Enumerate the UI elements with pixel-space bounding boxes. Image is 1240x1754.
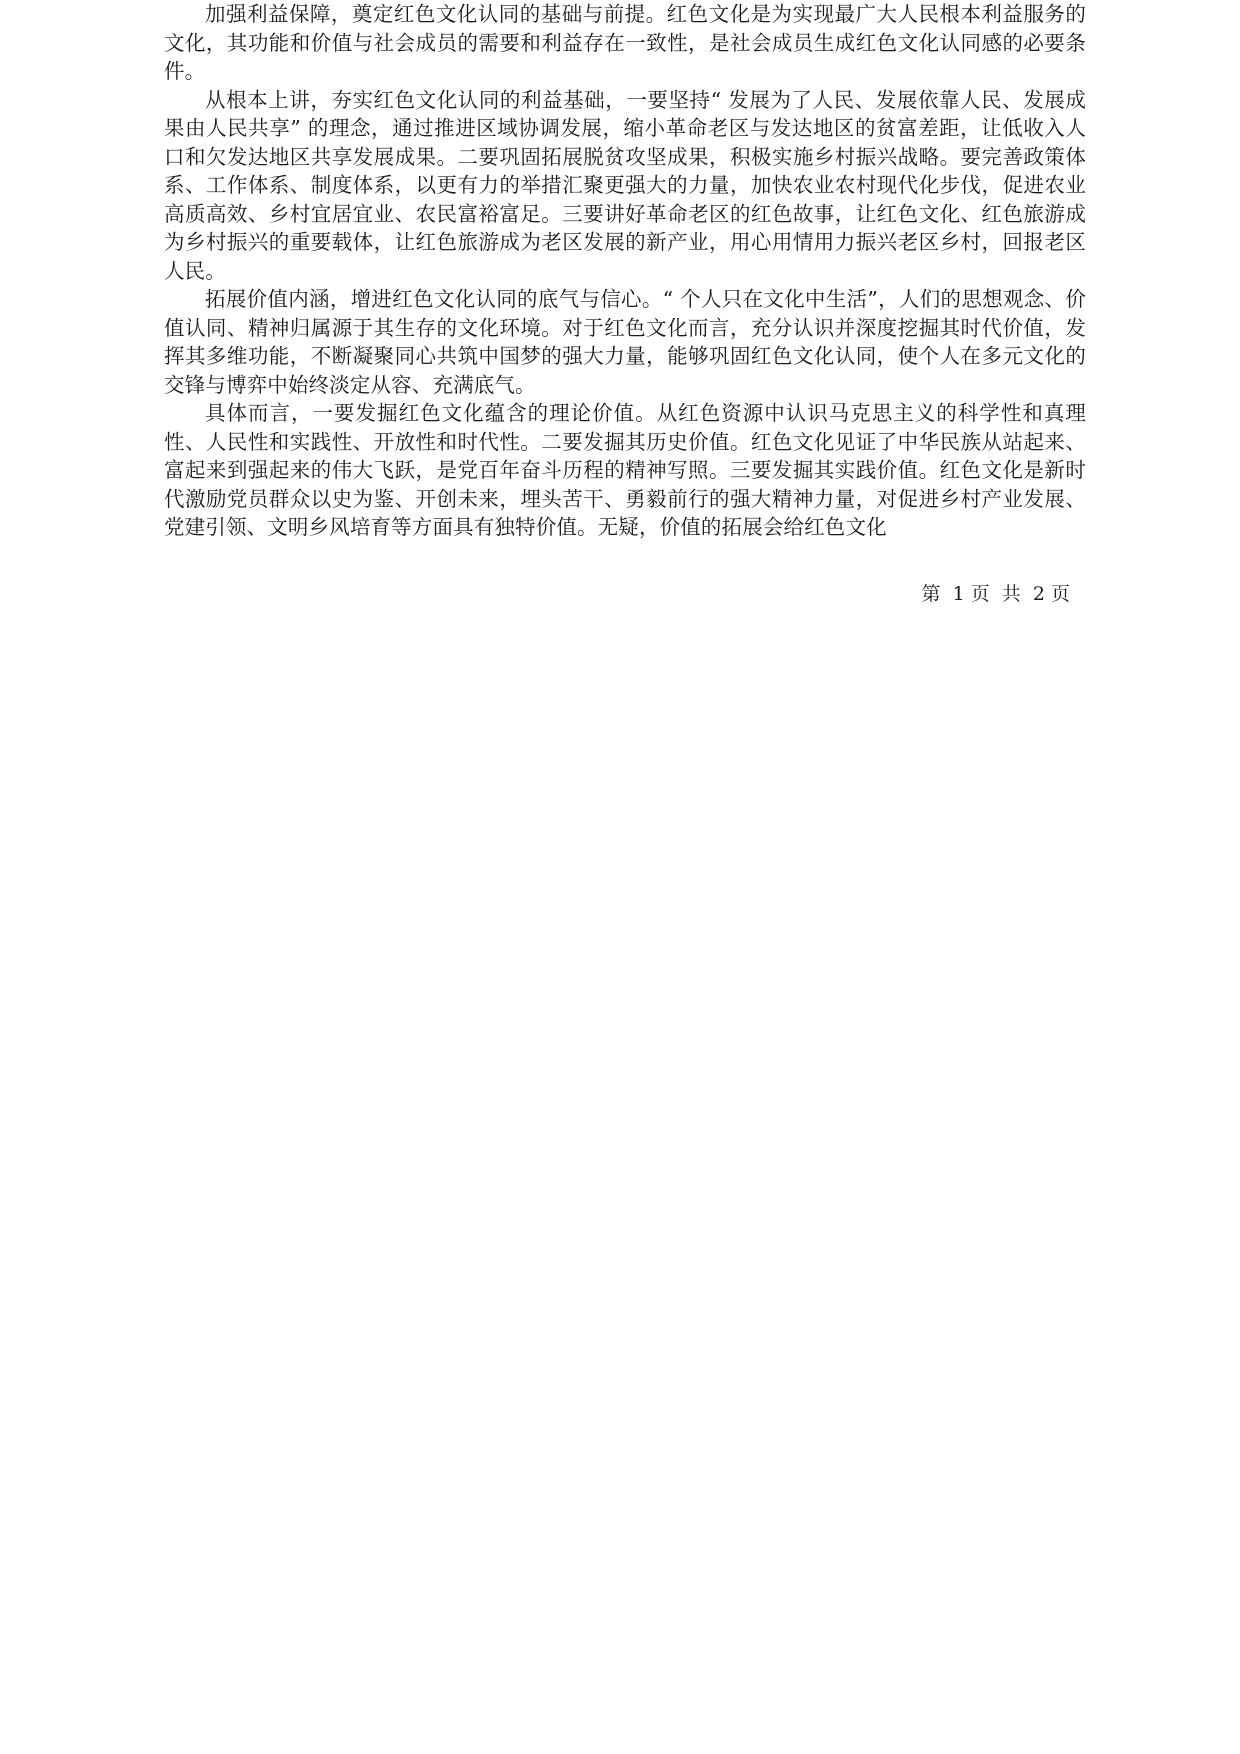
paragraph-specific-values: 具体而言，一要发掘红色文化蕴含的理论价值。从红色资源中认识马克思主义的科学性和真理性、人民性和实践性、开放性和时代性。二要发掘其历史价值。红色文化见证了中华民族从站起来、富起来到强起来的伟大飞跃，是党百年奋斗历程的精神写照。三要发掘其实践价值。红色文化是新时代激励党员群众以史为鉴、开创未来，埋头苦干、勇毅前行的强大精神力量，对促进乡村产业发展、党建引领、文明乡风培育等方面具有独特价值。无疑，价值的拓展会给红色文化 — [164, 401, 1086, 539]
paragraph-expand-value: 拓展价值内涵，增进红色文化认同的底气与信心。“ 个人只在文化中生活”，人们的思想观念、价值认同、精神归属源于其生存的文化环境。对于红色文化而言，充分认识并深度挖掘其时代价值，发挥其多维功能，不断凝聚同心共筑中国梦的强大力量，能够巩固红色文化认同，使个人在多元文化的交锋与博弈中始终淡定从容、充满底气。 — [164, 287, 1086, 397]
paragraph-interest-guarantee: 加强利益保障，奠定红色文化认同的基础与前提。红色文化是为实现最广大人民根本利益服务的文化，其功能和价值与社会成员的需要和利益存在一致性，是社会成员生成红色文化认同感的必要条件。 — [164, 2, 1086, 83]
page-number-footer: 第 1 页 共 2 页 — [921, 583, 1070, 605]
paragraph-fundamental-basis: 从根本上讲，夯实红色文化认同的利益基础，一要坚持“ 发展为了人民、发展依靠人民、发展成果由人民共享” 的理念，通过推进区域协调发展，缩小革命老区与发达地区的贫富差距，让低收入人口和欠发达地区共享发展成果。二要巩固拓展脱贫攻坚成果，积极实施乡村振兴战略。要完善政策体系、工作体系、制度体系，以更有力的举措汇聚更强大的力量，加快农业农村现代化步伐，促进农业高质高效、乡村宜居宜业、农民富裕富足。三要讲好革命老区的红色故事，让红色文化、红色旅游成为乡村振兴的重要载体，让红色旅游成为老区发展的新产业，用心用情用力振兴老区乡村，回报老区人民。 — [164, 87, 1086, 283]
document-body — [164, 0, 1086, 542]
